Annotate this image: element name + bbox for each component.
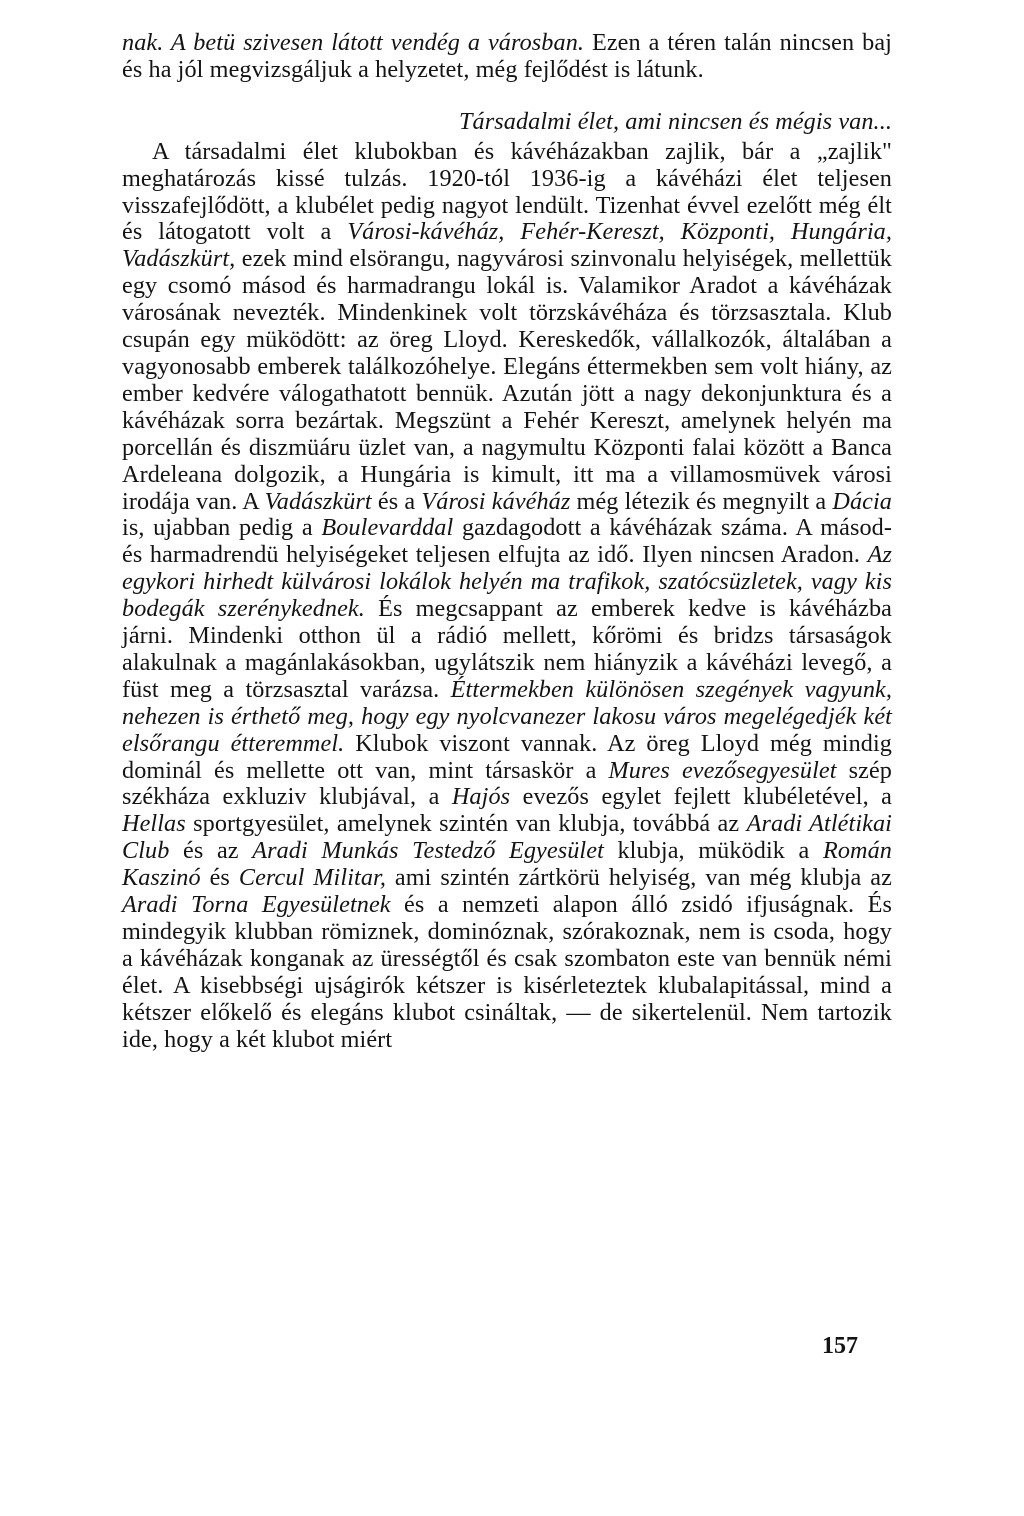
body-paragraph — [122, 139, 892, 1054]
text-segment: ezek mind elsörangu, nagyvárosi szinvonalu helyiségek, mellettük egy csomó másod és harmadrangu lokál is. Valamikor Aradot a kávéházak városának nevezték. Mindenkinek volt törzskávéháza és törzsasztala. Klub csupán egy müködött: az öreg Lloyd. Kereskedők, vállalkozók, általában a vagyonosabb emberek találkozóhelye. Elegáns éttermekben sem volt hiány, az ember kedvére válogathatott bennük. Azután jött a nagy dekonjunktura és a kávéházak sorra bezártak. Megszünt a Fehér Kereszt, amelynek helyén ma porcellán és diszmüáru üzlet van, a nagymultu Központi falai között a Banca Ardeleana dolgozik, a Hungária is kimult, itt ma a villamosmüvek városi irodája van. A — [122, 245, 892, 515]
text-segment: A társadalmi élet klubokban és kávéházakban zajlik, bár a „zajlik" meghatározás kissé tulzás. 1920-tól 1936-ig a kávéházi élet teljesen visszafejlődött, a klubélet pedig nagyot lendült. Tizenhat évvel ezelőtt még élt és látogatott volt a — [122, 137, 892, 246]
opening-italic-text: nak. A betü szivesen látott vendég a városban. — [122, 29, 585, 56]
text-segment: evezős egylet fejlett klubéletével, a — [510, 783, 893, 811]
italic-segment: Dácia — [832, 487, 893, 515]
italic-segment: Román Kaszinó — [122, 837, 892, 892]
italic-segment: Aradi Munkás Testedző Egyesület — [252, 837, 604, 865]
italic-segment: Aradi Torna Egyesületnek — [122, 891, 391, 919]
italic-segment: Aradi Atlétikai Club — [122, 810, 893, 865]
opening-paragraph — [122, 30, 892, 84]
text-segment: és az — [169, 837, 253, 865]
text-segment: Klubok viszont vannak. Az öreg Lloyd még mindig dominál és mellette ott van, mint társaskör a — [122, 729, 892, 784]
text-segment: és a nemzeti alapon álló zsidó ifjuságnak. És mindegyik klubban römiznek, dominóznak, szórakoznak, nem is csoda, hogy a kávéházak konganak az ürességtől és csak szombaton este van bennük némi élet. A kisebbségi ujságirók kétszer is kisérleteztek klubalapitással, mind a kétszer előkelő és elegáns klubot csináltak, — de sikertelenül. Nem tartozik ide, hogy a két klubot miért — [122, 891, 892, 1053]
italic-segment: Városi kávéház — [421, 487, 571, 515]
italic-segment: Mures evezősegyesület — [608, 756, 837, 784]
italic-segment: Hajós — [451, 783, 511, 811]
text-block — [122, 30, 892, 1054]
italic-segment: Vadászkürt — [264, 487, 372, 515]
italic-segment: Hellas — [122, 810, 186, 838]
text-segment: sportgyesület, amelynek szintén van klubja, továbbá az — [185, 810, 747, 838]
text-segment: szép székháza exkluziv klubjával, a — [122, 756, 892, 811]
text-segment: ami szintén zártkörü helyiség, van még klubja az — [386, 864, 892, 892]
text-segment: gazdagodott a kávéházak száma. A másod- és harmadrendü helyiségeket teljesen elfujta az idő. Ilyen nincsen Aradon. — [122, 514, 893, 569]
text-segment: klubja, müködik a — [603, 837, 823, 865]
italic-segment: Boulevarddal — [321, 514, 454, 542]
section-heading: Társadalmi élet, ami nincsen és mégis van... — [458, 107, 892, 135]
text-segment: És megcsappant az emberek kedve is kávéházba járni. Mindenki otthon ül a rádió mellett, kőrömi és bridzs társaságok alakulnak a magánlakásokban, ugylátszik nem hiányzik a kávéházi levegő, a füst meg a törzsasztal varázsa. — [122, 595, 892, 703]
text-segment: még létezik és megnyilt a — [570, 487, 833, 515]
italic-segment: Éttermekben különösen szegények vagyunk, nehezen is érthető meg, hogy egy nyolcvanezer lakosu város megelégedjék két elsőrangu étteremmel. — [122, 675, 892, 757]
opening-text: Ezen a téren talán nincsen baj és ha jól megvizsgáljuk a helyzetet, még fejlődést is látunk. — [122, 29, 892, 83]
text-segment: és a — [371, 487, 422, 515]
italic-segment: Városi-kávéház, Fehér-Kereszt, Központi, Hungária, Vadászkürt, — [122, 218, 892, 273]
text-segment: is, ujabban pedig a — [122, 514, 322, 542]
text-segment: és — [200, 864, 239, 892]
italic-segment: Az egykori hirhedt külvárosi lokálok helyén ma trafikok, szatócsüzletek, vagy kis bodegák szerénykednek. — [122, 541, 892, 623]
page-number: 157 — [822, 1333, 858, 1359]
italic-segment: Cercul Militar, — [238, 864, 387, 892]
